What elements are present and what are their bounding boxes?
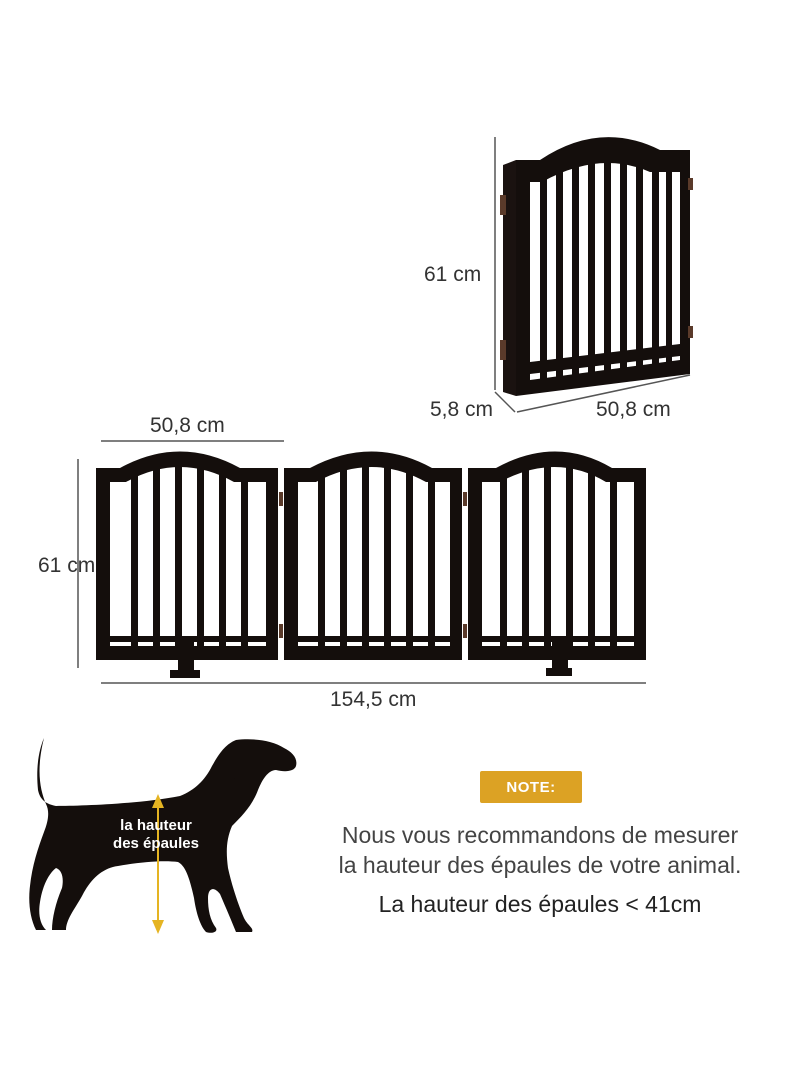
note-line-2: la hauteur des épaules de votre animal. xyxy=(338,852,742,878)
note-badge: NOTE: xyxy=(480,771,582,803)
note-line-3: La hauteur des épaules < 41cm xyxy=(378,891,702,917)
single-depth-label: 5,8 cm xyxy=(430,398,494,421)
full-width-label: 154,5 cm xyxy=(330,688,417,711)
single-width-label: 50,8 cm xyxy=(596,398,671,421)
single-height-label: 61 cm xyxy=(424,263,482,286)
full-height-label: 61 cm xyxy=(38,554,96,577)
shoulder-label-line1: la hauteur xyxy=(120,817,192,834)
shoulder-label-line2: des épaules xyxy=(113,835,199,852)
note-line-1: Nous vous recommandons de mesurer xyxy=(341,822,739,848)
panel-width-label: 50,8 cm xyxy=(150,414,225,437)
